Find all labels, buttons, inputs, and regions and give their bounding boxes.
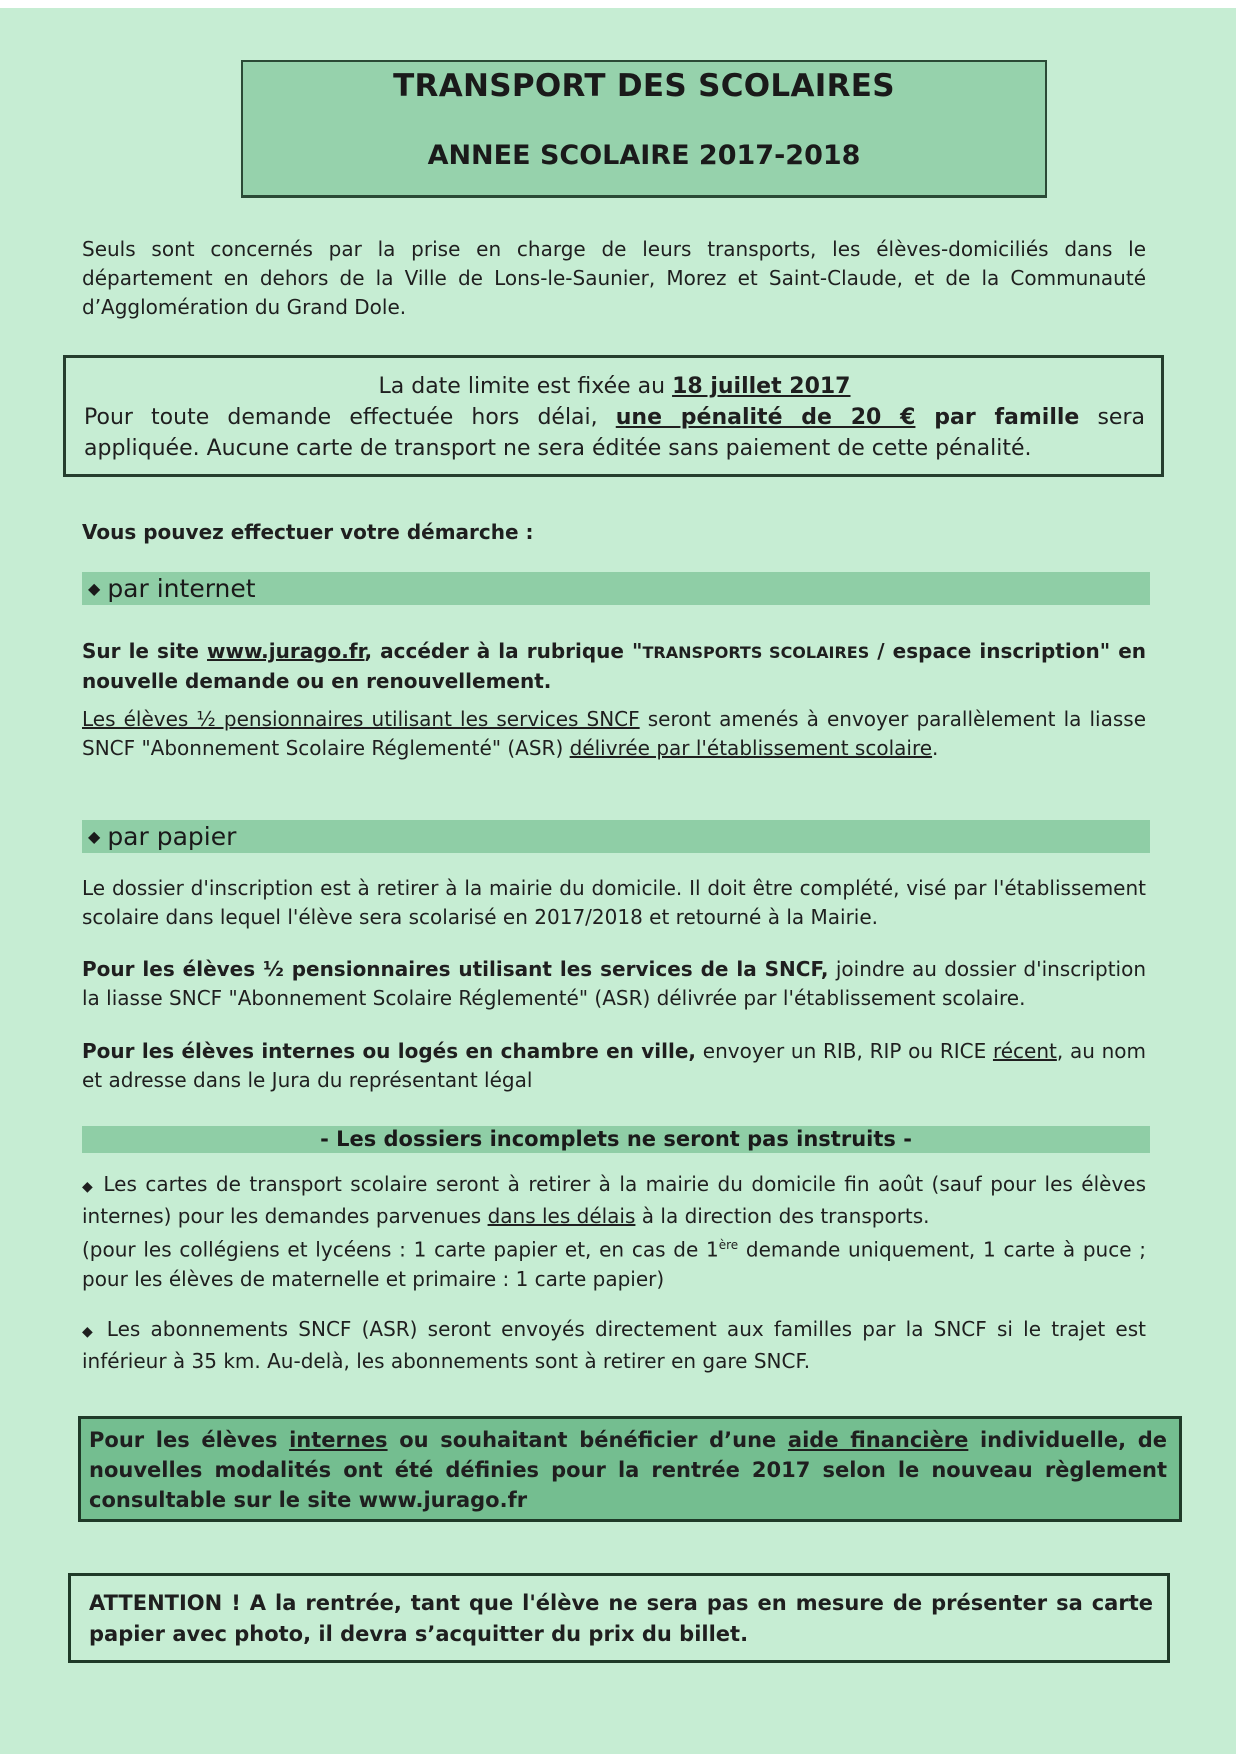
page-title: TRANSPORT DES SCOLAIRES (393, 68, 895, 104)
deadline-prefix: La date limite est fixée au (378, 374, 673, 399)
section-heading-internet: par internet (107, 574, 256, 603)
diamond-bullet-icon: ◆ (88, 579, 101, 598)
cards-p1-b: dans les délais (487, 1204, 636, 1228)
penalty-prefix: Pour toute demande effectuée hors délai, (84, 405, 616, 430)
diamond-bullet-icon: ◆ (88, 827, 101, 846)
deadline-line-1 (84, 371, 1145, 402)
deadline-line-2 (84, 402, 1145, 433)
penalty-amount: une pénalité de 20 € (615, 405, 916, 430)
notice-b: internes (289, 1428, 388, 1452)
rubrique-name: TRANSPORTS SCOLAIRES (642, 643, 870, 662)
section-heading-paper: par papier (107, 822, 237, 851)
website-link[interactable]: www.jurago.fr (207, 639, 365, 663)
internet-paragraph-1 (82, 637, 1146, 696)
paper-p2-b: joindre au dossier d'inscription la liasse SNCF "Abonnement Scolaire Réglementé" (ASR) délivrée par l'établissement scolaire. (82, 957, 1147, 1010)
paper-paragraph-1: Le dossier d'inscription est à retirer à la mairie du domicile. Il doit être complété, visé par l'établissement scolaire dans lequel l'élève sera scolarisé en 2017/2018 et retourné à la Mairie. (82, 876, 1146, 929)
internet-paragraph-2 (82, 705, 1146, 763)
notice-e: individuelle, de nouvelles modalités ont été définies pour la rentrée 2017 selon le nouveau règlement consultable sur le site www.jurago.fr (89, 1428, 1167, 1512)
deadline-box (63, 355, 1164, 477)
section-bar-internet (82, 572, 1150, 605)
title-box (241, 60, 1047, 198)
procedure-heading: Vous pouvez effectuer votre démarche : (82, 520, 534, 544)
penalty-suffix: sera (1079, 405, 1145, 430)
paper-p2-a: Pour les élèves ½ pensionnaires utilisant les services de la SNCF, (82, 957, 829, 981)
paper-paragraph-2 (82, 955, 1146, 1013)
section-bar-paper (82, 820, 1150, 853)
diamond-bullet-icon: ◆ (82, 1324, 97, 1340)
document-page (0, 8, 1236, 1754)
notice-a: Pour les élèves (89, 1428, 290, 1452)
internet-p1-a: Sur le site (82, 639, 208, 663)
internet-p2-d: . (932, 736, 939, 760)
paper-p3-d: , au nom et adresse dans le Jura du représentant légal (82, 1039, 1147, 1092)
financial-aid-notice (78, 1416, 1182, 1522)
cards-paragraph (82, 1170, 1146, 1294)
intro-paragraph: Seuls sont concernés par la prise en charge de leurs transports, les élèves-domiciliés dans le département en dehors de la Ville de Lons-le-Saunier, Morez et Saint-Claude, et de la Communauté d’Agglomération du Grand Dole. (82, 237, 1146, 319)
notice-c: ou souhaitant bénéficier d’une (387, 1428, 788, 1452)
paper-p3-b: envoyer un RIB, RIP ou RICE (696, 1039, 993, 1063)
cards-p1-a: Les cartes de transport scolaire seront à retirer à la mairie du domicile fin août (sauf pour les élèves internes) pour les demandes parvenues (82, 1172, 1146, 1228)
internet-p2-c: délivrée par l'établissement scolaire (569, 736, 933, 760)
attention-box: ATTENTION ! A la rentrée, tant que l'élève ne sera pas en mesure de présenter sa carte papier avec photo, il devra s’acquitter du prix du billet. (68, 1573, 1170, 1663)
paper-p3-c: récent (992, 1039, 1057, 1063)
sncf-paragraph (82, 1315, 1146, 1376)
cards-p2-b: demande uniquement, 1 carte à puce ; pour les élèves de maternelle et primaire : 1 carte papier) (82, 1237, 1146, 1291)
sncf-text: Les abonnements SNCF (ASR) seront envoyés directement aux familles par la SNCF si le trajet est inférieur à 35 km. Au-delà, les abonnements sont à retirer en gare SNCF. (82, 1317, 1146, 1373)
internet-p1-c: / espace inscription" en nouvelle demande ou en renouvellement. (82, 639, 1146, 693)
incomplete-files-banner: - Les dossiers incomplets ne seront pas instruits - (82, 1126, 1150, 1153)
penalty-per-family: par famille (915, 405, 1080, 430)
paper-paragraph-3 (82, 1037, 1146, 1095)
page-subtitle: ANNEE SCOLAIRE 2017-2018 (427, 140, 861, 171)
internet-p2-b: seront amenés à envoyer parallèlement la liasse SNCF "Abonnement Scolaire Réglementé" (ASR) (82, 707, 1146, 760)
internet-p1-b: , accéder à la rubrique " (364, 639, 643, 663)
paper-p3-a: Pour les élèves internes ou logés en chambre en ville, (82, 1039, 697, 1063)
cards-p1-c: à la direction des transports. (635, 1204, 930, 1228)
cards-p2-sup: ère (718, 1238, 739, 1252)
cards-p2-a: (pour les collégiens et lycéens : 1 carte papier et, en cas de 1 (82, 1237, 719, 1262)
notice-d: aide financière (787, 1428, 969, 1452)
deadline-date: 18 juillet 2017 (672, 374, 851, 399)
deadline-line-3: appliquée. Aucune carte de transport ne sera éditée sans paiement de cette pénalité. (84, 436, 1032, 461)
internet-p2-a: Les élèves ½ pensionnaires utilisant les services SNCF (82, 707, 640, 731)
diamond-bullet-icon: ◆ (82, 1179, 95, 1195)
